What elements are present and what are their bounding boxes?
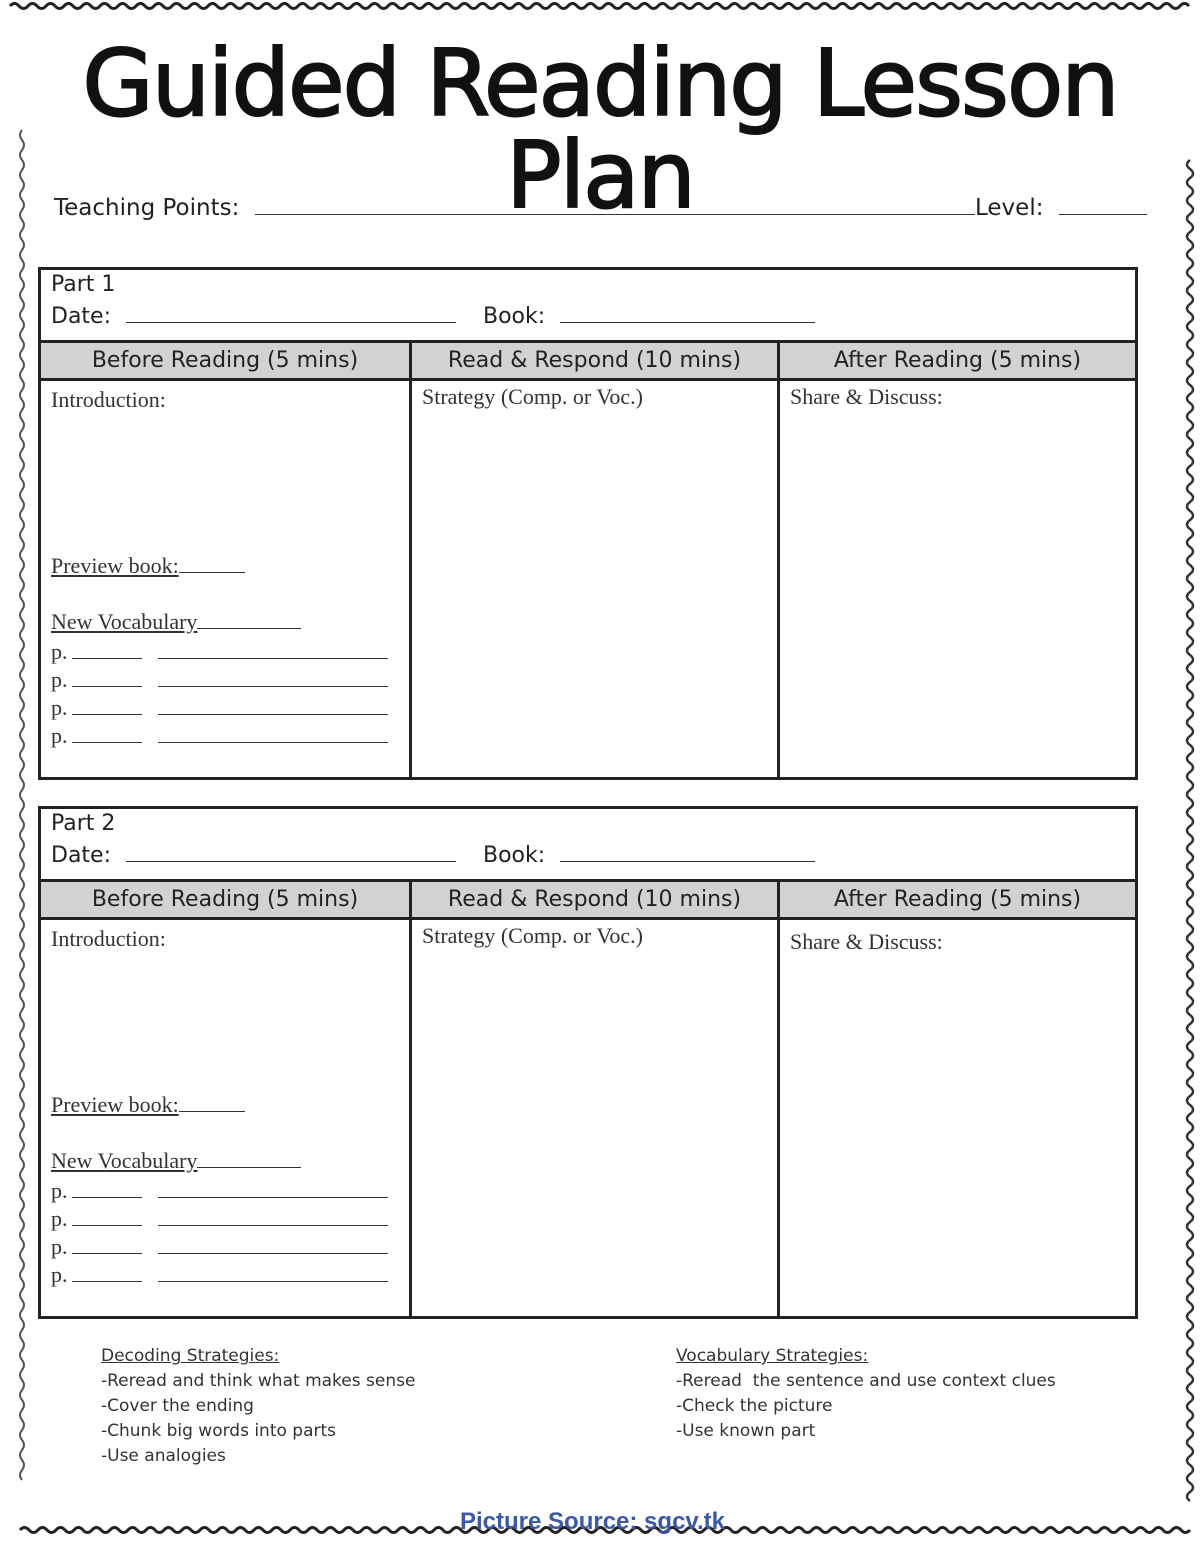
part-1-header [41, 270, 1135, 343]
vocabulary-strategies [676, 1344, 1056, 1444]
before-reading-cell[interactable] [41, 920, 409, 1316]
column-headers [41, 343, 1135, 381]
vocab-row[interactable] [51, 723, 388, 749]
read-respond-header: Read & Respond (10 mins) [409, 882, 777, 917]
new-vocabulary-field[interactable] [197, 628, 301, 629]
new-vocabulary-label: New Vocabulary [51, 1148, 198, 1173]
vocab-row[interactable] [51, 1178, 388, 1204]
strategy-item: -Check the picture [676, 1396, 833, 1416]
vocab-row[interactable] [51, 667, 388, 693]
share-discuss-label: Share & Discuss: [790, 384, 943, 409]
page-prefix: p. [51, 639, 68, 664]
introduction-label: Introduction: [51, 926, 166, 951]
strategy-item: -Reread the sentence and use context clues [676, 1371, 1056, 1391]
strategy-label: Strategy (Comp. or Voc.) [422, 923, 643, 948]
after-reading-cell[interactable] [777, 381, 1135, 777]
columns-body [41, 381, 1135, 777]
after-reading-header: After Reading (5 mins) [777, 343, 1135, 378]
book-field[interactable] [560, 322, 815, 323]
strategy-label: Strategy (Comp. or Voc.) [422, 384, 643, 409]
teaching-points-row [54, 195, 975, 221]
page-prefix: p. [51, 667, 68, 692]
after-reading-cell[interactable] [777, 920, 1135, 1316]
vocab-row[interactable] [51, 695, 388, 721]
preview-book-field[interactable] [179, 572, 245, 573]
preview-book-label: Preview book: [51, 1092, 179, 1117]
strategy-item: -Reread and think what makes sense [101, 1371, 416, 1391]
decoding-strategies [101, 1344, 415, 1469]
after-reading-header: After Reading (5 mins) [777, 882, 1135, 917]
date-label: Date: [51, 843, 111, 868]
page-prefix: p. [51, 1206, 68, 1231]
new-vocabulary-row [51, 1148, 301, 1174]
part-2-date-book-row [51, 843, 815, 868]
part-2-header [41, 809, 1135, 882]
new-vocabulary-row [51, 609, 301, 635]
page-prefix: p. [51, 1262, 68, 1287]
decoding-strategies-heading: Decoding Strategies: [101, 1346, 280, 1366]
columns-body [41, 920, 1135, 1316]
page-prefix: p. [51, 695, 68, 720]
vocabulary-strategies-heading: Vocabulary Strategies: [676, 1346, 869, 1366]
vocab-row[interactable] [51, 1206, 388, 1232]
vocab-row[interactable] [51, 1262, 388, 1288]
date-field[interactable] [126, 861, 456, 862]
level-field[interactable] [1059, 214, 1147, 215]
level-label: Level: [975, 195, 1044, 221]
preview-book-row [51, 553, 245, 579]
before-reading-header: Before Reading (5 mins) [91, 348, 359, 373]
vocab-row[interactable] [51, 639, 388, 665]
before-reading-cell[interactable] [41, 381, 409, 777]
column-headers [41, 882, 1135, 920]
new-vocabulary-field[interactable] [197, 1167, 301, 1168]
part-2-section [38, 806, 1138, 1319]
part-1-date-book-row [51, 304, 815, 329]
before-reading-header: Before Reading (5 mins) [91, 887, 359, 912]
book-field[interactable] [560, 861, 815, 862]
strategy-item: -Use known part [676, 1421, 816, 1441]
level-row [975, 195, 1147, 221]
book-label: Book: [483, 304, 546, 329]
introduction-label: Introduction: [51, 387, 166, 412]
book-label: Book: [483, 843, 546, 868]
teaching-points-label: Teaching Points: [54, 195, 240, 221]
date-label: Date: [51, 304, 111, 329]
page-prefix: p. [51, 1178, 68, 1203]
page-title: Guided Reading Lesson Plan [82, 30, 1118, 229]
part-1-label: Part 1 [51, 272, 116, 297]
date-field[interactable] [126, 322, 456, 323]
preview-book-field[interactable] [179, 1111, 245, 1112]
part-1-section [38, 267, 1138, 780]
strategy-item: -Use analogies [101, 1446, 226, 1466]
new-vocabulary-label: New Vocabulary [51, 609, 198, 634]
strategy-item: -Cover the ending [101, 1396, 254, 1416]
preview-book-label: Preview book: [51, 553, 179, 578]
strategy-item: -Chunk big words into parts [101, 1421, 337, 1441]
vocab-row[interactable] [51, 1234, 388, 1260]
teaching-points-field[interactable] [255, 214, 975, 215]
part-2-label: Part 2 [51, 811, 116, 836]
page-prefix: p. [51, 723, 68, 748]
read-respond-header: Read & Respond (10 mins) [409, 343, 777, 378]
page-prefix: p. [51, 1234, 68, 1259]
read-respond-cell[interactable] [409, 920, 777, 1316]
read-respond-cell[interactable] [409, 381, 777, 777]
preview-book-row [51, 1092, 245, 1118]
picture-source-caption: Picture Source: sgcv.tk [460, 1508, 725, 1535]
share-discuss-label: Share & Discuss: [790, 929, 943, 954]
